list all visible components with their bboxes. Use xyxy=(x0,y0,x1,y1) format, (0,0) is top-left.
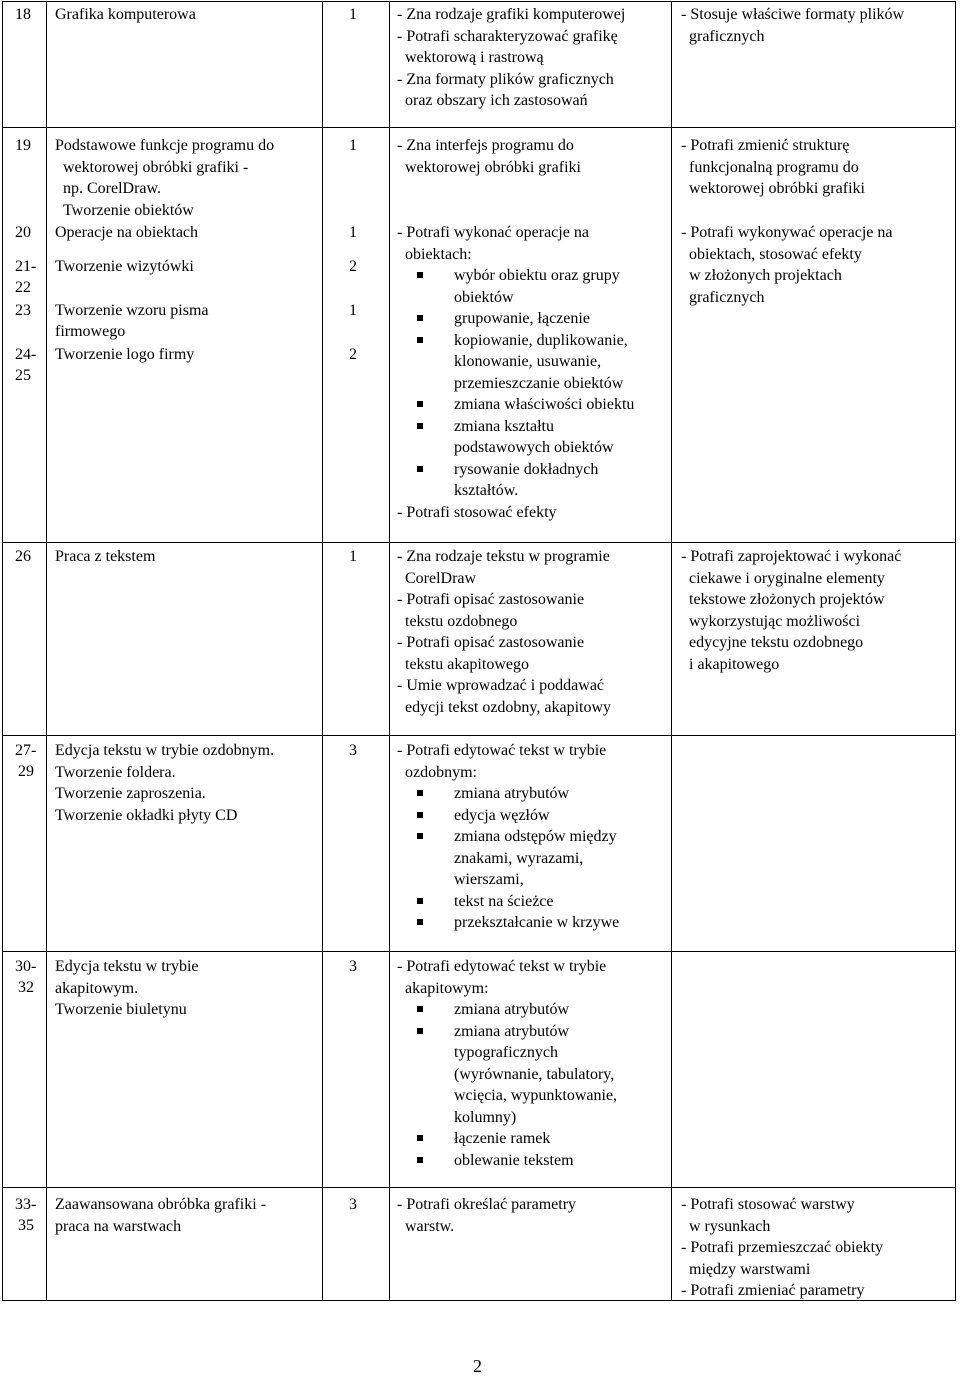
list-item-continuation: kształtów. xyxy=(454,482,519,499)
lesson-number: 30- xyxy=(15,958,37,975)
bullet-square-icon xyxy=(417,833,423,839)
topic-line: Podstawowe funkcje programu do xyxy=(55,137,275,154)
outcome-line: graficznych xyxy=(681,288,765,306)
list-item: rysowanie dokładnych xyxy=(454,459,634,481)
topic-line: Zaawansowana obróbka grafiki - xyxy=(55,1196,267,1213)
lesson-hours: 1 xyxy=(349,6,357,23)
content-line: wektorową i rastrową xyxy=(397,49,544,66)
lesson-number: 22 xyxy=(15,279,31,296)
list-item: tekst na ścieżce xyxy=(454,891,619,913)
content-line: warstw. xyxy=(397,1217,455,1235)
topic-line: wektorowej obróbki grafiki - xyxy=(63,158,249,176)
lesson-hours: 3 xyxy=(349,742,357,759)
outcome-line: - Potrafi zaprojektować i wykonać xyxy=(681,548,902,565)
list-item: kopiowanie, duplikowanie, xyxy=(454,330,634,352)
lesson-hours: 3 xyxy=(349,958,357,975)
outcome-line: - Potrafi przemieszczać obiekty xyxy=(681,1239,884,1256)
bullet-square-icon xyxy=(417,423,423,429)
bullet-square-icon xyxy=(417,1135,423,1141)
list-item: łączenie ramek xyxy=(454,1128,617,1150)
lesson-number: 23 xyxy=(15,302,31,319)
list-item: wybór obiektu oraz grupy xyxy=(454,265,634,287)
outcome-line: graficznych xyxy=(681,27,765,45)
content-line: - Potrafi wykonać operacje na xyxy=(397,224,589,241)
content-line: edycji tekst ozdobny, akapitowy xyxy=(397,698,612,716)
column-divider xyxy=(389,1,390,1301)
bullet-square-icon xyxy=(417,1157,423,1163)
lesson-number: 33- xyxy=(15,1196,37,1213)
lesson-outcomes xyxy=(681,222,892,308)
content-line: - Zna interfejs programu do xyxy=(397,137,574,154)
bullet-square-icon xyxy=(417,919,423,925)
list-item: oblewanie tekstem xyxy=(454,1150,617,1172)
list-item: zmiana atrybutów xyxy=(454,1021,617,1043)
lesson-hours: 3 xyxy=(349,1196,357,1213)
outcome-line: - Potrafi stosować warstwy xyxy=(681,1196,855,1213)
content-line: tekstu akapitowego xyxy=(397,655,529,673)
lesson-number: 24- xyxy=(15,346,37,363)
list-item-continuation: (wyrównanie, tabulatory, xyxy=(454,1065,615,1083)
lesson-topic xyxy=(55,1194,266,1237)
topic-line: Edycja tekstu w trybie xyxy=(55,958,199,975)
content-line: - Zna rodzaje tekstu w programie xyxy=(397,548,610,565)
outcome-line: - Stosuje właściwe formaty plików xyxy=(681,6,905,23)
list-item-continuation: podstawowych obiektów xyxy=(454,439,614,456)
lesson-outcomes xyxy=(681,1194,883,1302)
bullet-list xyxy=(454,265,634,502)
lesson-topic: Praca z tekstem xyxy=(55,548,156,565)
topic-line: akapitowym. xyxy=(55,979,139,997)
list-item-continuation: typograficznych xyxy=(454,1044,558,1061)
topic-line: praca na warstwach xyxy=(55,1217,182,1235)
lesson-hours: 1 xyxy=(349,137,357,154)
topic-line: np. CorelDraw. xyxy=(63,180,162,197)
outcome-line: edycyjne tekstu ozdobnego xyxy=(681,634,864,651)
lesson-outcomes xyxy=(681,4,904,47)
bullet-square-icon xyxy=(417,401,423,407)
lesson-topic: Tworzenie wzoru pisma xyxy=(55,302,209,319)
lesson-content xyxy=(397,956,606,999)
table-border-top xyxy=(2,1,956,2)
content-line: - Potrafi stosować efekty xyxy=(397,504,557,521)
list-item: edycja węzłów xyxy=(454,805,619,827)
outcome-line: między warstwami xyxy=(681,1260,811,1278)
lesson-number: 18 xyxy=(15,6,31,23)
outcome-line: wektorowej obróbki grafiki xyxy=(681,180,865,197)
outcome-line: i akapitowego xyxy=(681,655,780,673)
bullet-list xyxy=(454,999,617,1171)
content-line: akapitowym: xyxy=(397,979,489,997)
content-line: - Potrafi edytować tekst w trybie xyxy=(397,958,607,975)
content-line: - Potrafi scharakteryzować grafikę xyxy=(397,27,618,45)
topic-line: Tworzenie foldera. xyxy=(55,763,176,781)
lesson-number: 20 xyxy=(15,224,31,241)
list-item-continuation: obiektów xyxy=(454,288,514,306)
bullet-list xyxy=(454,783,619,934)
list-item-continuation: kolumny) xyxy=(454,1108,517,1126)
lesson-hours: 2 xyxy=(349,258,357,275)
list-item-continuation: znakami, wyrazami, xyxy=(454,849,584,867)
bullet-square-icon xyxy=(417,790,423,796)
list-item-continuation: wcięcia, wypunktowanie, xyxy=(454,1087,618,1104)
bullet-square-icon xyxy=(417,812,423,818)
row-divider xyxy=(2,542,956,543)
content-line: - Zna formaty plików graficznych xyxy=(397,70,614,88)
content-line: wektorowej obróbki grafiki xyxy=(397,158,581,176)
bullet-square-icon xyxy=(417,898,423,904)
table-border-left xyxy=(2,1,3,1301)
outcome-line: ciekawe i oryginalne elementy xyxy=(681,569,885,587)
content-line: - Potrafi opisać zastosowanie xyxy=(397,634,585,651)
lesson-number: 19 xyxy=(15,137,31,154)
list-item: zmiana odstępów między xyxy=(454,826,619,848)
outcome-line: tekstowe złożonych projektów xyxy=(681,591,885,608)
list-item: zmiana kształtu xyxy=(454,416,634,438)
content-line: obiektach: xyxy=(397,245,472,263)
content-line: tekstu ozdobnego xyxy=(397,612,518,630)
content-line: - Potrafi edytować tekst w trybie xyxy=(397,742,607,759)
list-item-continuation: przemieszczanie obiektów xyxy=(454,374,624,392)
content-line: - Potrafi określać parametry xyxy=(397,1196,577,1213)
content-line: - Umie wprowadzać i poddawać xyxy=(397,677,605,694)
content-line: ozdobnym: xyxy=(397,763,477,781)
topic-line: Tworzenie zaproszenia. xyxy=(55,785,206,802)
lesson-number: 35 xyxy=(18,1217,34,1234)
bullet-square-icon xyxy=(417,1006,423,1012)
lesson-content xyxy=(397,135,581,178)
bullet-square-icon xyxy=(417,337,423,343)
lesson-hours: 1 xyxy=(349,224,357,241)
list-item-continuation: wierszami, xyxy=(454,871,524,888)
page-number: 2 xyxy=(473,1356,482,1376)
lesson-content xyxy=(397,546,611,718)
lesson-number: 26 xyxy=(15,548,31,565)
content-line: CorelDraw xyxy=(397,569,477,587)
lesson-topic: Tworzenie logo firmy xyxy=(55,346,195,363)
lesson-content xyxy=(397,740,606,783)
outcome-line: w rysunkach xyxy=(681,1217,771,1235)
list-item: zmiana atrybutów xyxy=(454,783,619,805)
row-divider xyxy=(2,127,956,128)
lesson-topic xyxy=(55,135,274,221)
row-divider xyxy=(2,1187,956,1188)
lesson-topic xyxy=(55,956,199,1021)
bullet-square-icon xyxy=(417,466,423,472)
column-divider xyxy=(322,1,323,1301)
content-line: - Potrafi opisać zastosowanie xyxy=(397,591,585,608)
row-divider xyxy=(2,951,956,952)
table-border-right xyxy=(955,1,956,1301)
lesson-number: 32 xyxy=(18,979,34,996)
outcome-line: funkcjonalną programu do xyxy=(681,158,859,176)
lesson-topic xyxy=(55,740,274,826)
lesson-hours: 1 xyxy=(349,548,357,565)
lesson-outcomes xyxy=(681,135,865,200)
lesson-topic: Tworzenie wizytówki xyxy=(55,258,194,275)
outcome-line: - Potrafi zmieniać parametry xyxy=(681,1282,865,1299)
bullet-square-icon xyxy=(417,1028,423,1034)
column-divider xyxy=(671,1,672,1301)
lesson-hours: 2 xyxy=(349,346,357,363)
bullet-square-icon xyxy=(417,315,423,321)
outcome-line: obiektach, stosować efekty xyxy=(681,245,862,263)
row-divider xyxy=(2,735,956,736)
lesson-outcomes xyxy=(681,546,901,675)
outcome-line: - Potrafi zmienić strukturę xyxy=(681,137,850,154)
lesson-number: 27- xyxy=(15,742,37,759)
outcome-line: wykorzystując możliwości xyxy=(681,612,861,630)
list-item: przekształcanie w krzywe xyxy=(454,912,619,934)
outcome-line: - Potrafi wykonywać operacje na xyxy=(681,224,893,241)
lesson-topic: Grafika komputerowa xyxy=(55,6,196,23)
topic-line: Edycja tekstu w trybie ozdobnym. xyxy=(55,742,275,759)
lesson-number: 21- xyxy=(15,258,37,275)
list-item: zmiana właściwości obiektu xyxy=(454,394,634,416)
content-line: - Zna rodzaje grafiki komputerowej xyxy=(397,6,626,23)
lesson-topic: Operacje na obiektach xyxy=(55,224,199,241)
lesson-number: 29 xyxy=(18,763,34,780)
lesson-content xyxy=(397,222,589,265)
list-item: zmiana atrybutów xyxy=(454,999,617,1021)
content-line: oraz obszary ich zastosowań xyxy=(397,92,588,109)
lesson-hours: 1 xyxy=(349,302,357,319)
column-divider xyxy=(46,1,47,1301)
lesson-content xyxy=(397,1194,576,1237)
topic-line: Tworzenie biuletynu xyxy=(55,1001,187,1018)
topic-line: Tworzenie okładki płyty CD xyxy=(55,806,238,824)
lesson-content xyxy=(397,4,625,112)
bullet-square-icon xyxy=(417,272,423,278)
outcome-line: w złożonych projektach xyxy=(681,267,842,284)
lesson-number: 25 xyxy=(15,367,31,384)
list-item-continuation: klonowanie, usuwanie, xyxy=(454,353,602,370)
topic-line: Tworzenie obiektów xyxy=(63,201,194,219)
lesson-topic: firmowego xyxy=(55,323,126,340)
list-item: grupowanie, łączenie xyxy=(454,308,634,330)
